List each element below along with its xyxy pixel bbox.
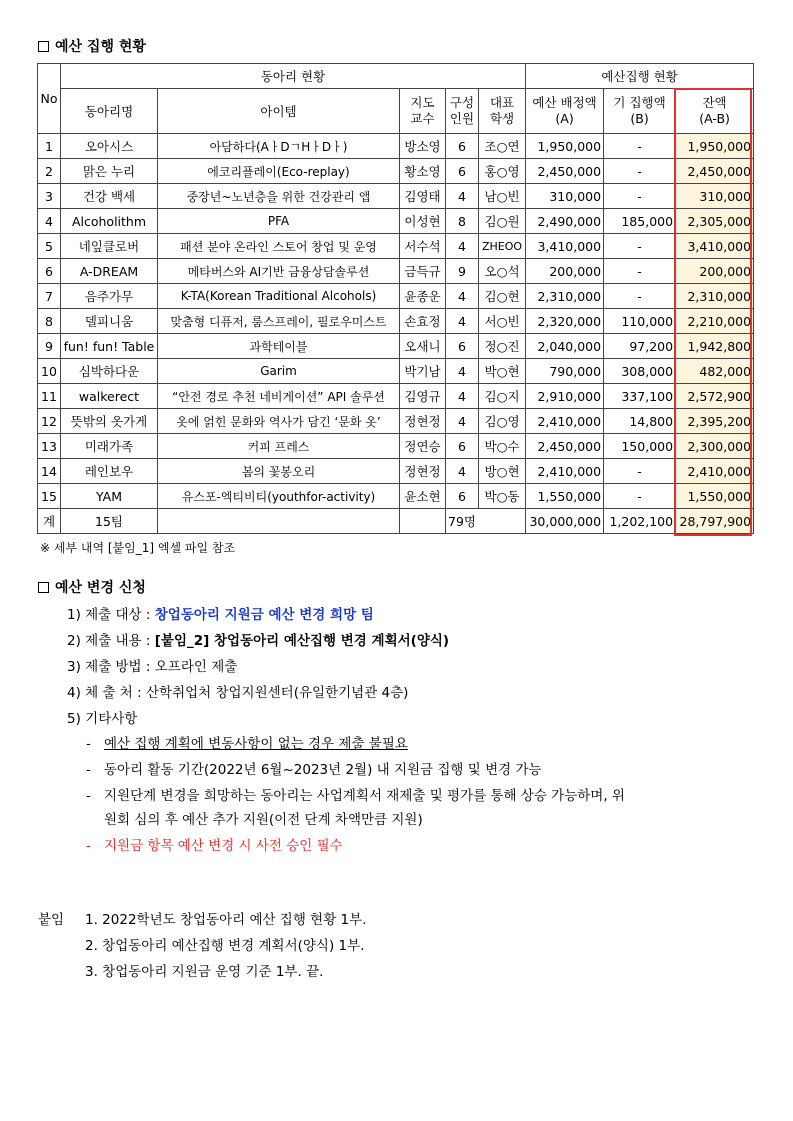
row-advisor: 방소영	[400, 134, 446, 159]
row-balance: 3,410,000	[676, 234, 754, 259]
total-allocated: 30,000,000	[526, 509, 604, 534]
row-members: 8	[446, 209, 479, 234]
row-item: PFA	[158, 209, 400, 234]
row-no: 2	[38, 159, 61, 184]
row-allocated: 2,410,000	[526, 409, 604, 434]
row-club-name: 레인보우	[61, 459, 158, 484]
total-empty-item	[158, 509, 400, 534]
section-title-text: 예산 변경 신청	[55, 580, 146, 596]
row-allocated: 2,490,000	[526, 209, 604, 234]
row-advisor: 박기남	[400, 359, 446, 384]
row-leader: 김○영	[479, 409, 526, 434]
row-item: 패션 분야 온라인 스토어 창업 및 운영	[158, 234, 400, 259]
row-allocated: 2,310,000	[526, 284, 604, 309]
row-allocated: 1,950,000	[526, 134, 604, 159]
row-balance: 2,572,900	[676, 384, 754, 409]
row-advisor: 김영규	[400, 384, 446, 409]
item-content: 2) 제출 내용 : [붙임_2] 창업동아리 예산집행 변경 계획서(양식)	[67, 633, 450, 649]
row-item: 맞춤형 디퓨저, 룸스프레이, 필로우미스트	[158, 309, 400, 334]
row-leader: 김○지	[479, 384, 526, 409]
row-item: 과학테이블	[158, 334, 400, 359]
row-leader: 박○현	[479, 359, 526, 384]
row-allocated: 790,000	[526, 359, 604, 384]
row-no: 14	[38, 459, 61, 484]
attachment-label: 붙임	[38, 912, 65, 928]
row-balance: 2,300,000	[676, 434, 754, 459]
row-spent: 110,000	[604, 309, 676, 334]
checkbox-square-icon	[38, 582, 49, 593]
row-leader: 정○진	[479, 334, 526, 359]
row-balance: 200,000	[676, 259, 754, 284]
row-advisor: 윤종운	[400, 284, 446, 309]
row-members: 6	[446, 484, 479, 509]
row-balance: 2,395,200	[676, 409, 754, 434]
row-advisor: 이성현	[400, 209, 446, 234]
row-club-name: 델피니움	[61, 309, 158, 334]
content-value: [붙임_2] 창업동아리 예산집행 변경 계획서(양식)	[154, 633, 450, 649]
row-no: 11	[38, 384, 61, 409]
row-spent: 337,100	[604, 384, 676, 409]
row-club-name: Alcoholithm	[61, 209, 158, 234]
row-spent: -	[604, 259, 676, 284]
attachment-1: 1. 2022학년도 창업동아리 예산 집행 현황 1부.	[85, 912, 367, 928]
header-no: No	[38, 64, 61, 134]
header-allocated: 예산 배정액 (A)	[526, 89, 604, 134]
table-row	[38, 209, 754, 234]
header-leader: 대표 학생	[479, 89, 526, 134]
total-balance: 28,797,900	[676, 509, 754, 534]
row-allocated: 3,410,000	[526, 234, 604, 259]
table-row	[38, 484, 754, 509]
row-club-name: 심박하다운	[61, 359, 158, 384]
row-item: 아담하다(AㅏDㄱHㅏDㅏ)	[158, 134, 400, 159]
header-club-name: 동아리명	[61, 89, 158, 134]
header-advisor: 지도 교수	[400, 89, 446, 134]
row-allocated: 1,550,000	[526, 484, 604, 509]
row-spent: 150,000	[604, 434, 676, 459]
row-no: 5	[38, 234, 61, 259]
row-item: 중장년~노년층을 위한 건강관리 앱	[158, 184, 400, 209]
row-club-name: 네잎클로버	[61, 234, 158, 259]
row-club-name: A-DREAM	[61, 259, 158, 284]
row-allocated: 2,410,000	[526, 459, 604, 484]
row-leader: 방○현	[479, 459, 526, 484]
header-item: 아이템	[158, 89, 400, 134]
row-balance: 310,000	[676, 184, 754, 209]
row-no: 15	[38, 484, 61, 509]
row-advisor: 정연승	[400, 434, 446, 459]
checkbox-square-icon	[38, 41, 49, 52]
row-item: 커피 프레스	[158, 434, 400, 459]
row-balance: 2,305,000	[676, 209, 754, 234]
bullet-no-change: - 예산 집행 계획에 변동사항이 없는 경우 제출 불필요	[86, 736, 408, 752]
row-no: 13	[38, 434, 61, 459]
table-row	[38, 384, 754, 409]
table-row	[38, 459, 754, 484]
header-members: 구성 인원	[446, 89, 479, 134]
row-leader: 홍○영	[479, 159, 526, 184]
row-no: 8	[38, 309, 61, 334]
row-leader: 조○연	[479, 134, 526, 159]
row-club-name: fun! fun! Table	[61, 334, 158, 359]
row-leader: 서○빈	[479, 309, 526, 334]
row-leader: 김○원	[479, 209, 526, 234]
table-row	[38, 309, 754, 334]
header-balance: 잔액 (A-B)	[676, 89, 754, 134]
total-spent: 1,202,100	[604, 509, 676, 534]
row-allocated: 310,000	[526, 184, 604, 209]
attachment-2: 2. 창업동아리 예산집행 변경 계획서(양식) 1부.	[85, 938, 365, 954]
total-teams: 15팀	[61, 509, 158, 534]
row-spent: -	[604, 484, 676, 509]
row-balance: 1,550,000	[676, 484, 754, 509]
row-allocated: 200,000	[526, 259, 604, 284]
row-members: 4	[446, 309, 479, 334]
row-balance: 1,950,000	[676, 134, 754, 159]
row-leader: 김○현	[479, 284, 526, 309]
row-club-name: 음주가무	[61, 284, 158, 309]
row-item: “안전 경로 추천 네비게이션” API 솔루션	[158, 384, 400, 409]
row-item: K-TA(Korean Traditional Alcohols)	[158, 284, 400, 309]
table-row	[38, 359, 754, 384]
bullet-approval-required: - 지원금 항목 예산 변경 시 사전 승인 필수	[86, 838, 343, 854]
table-group-header-row	[38, 64, 754, 89]
row-balance: 2,410,000	[676, 459, 754, 484]
table-row	[38, 259, 754, 284]
row-allocated: 2,450,000	[526, 434, 604, 459]
bullet-period: - 동아리 활동 기간(2022년 6월~2023년 2월) 내 지원금 집행 및 변경 가능	[86, 762, 542, 778]
row-members: 4	[446, 234, 479, 259]
budget-table	[37, 63, 754, 534]
row-no: 6	[38, 259, 61, 284]
row-spent: -	[604, 184, 676, 209]
total-empty-advisor	[400, 509, 446, 534]
row-members: 6	[446, 159, 479, 184]
row-no: 10	[38, 359, 61, 384]
header-spent: 기 집행액 (B)	[604, 89, 676, 134]
row-spent: -	[604, 159, 676, 184]
row-advisor: 오새니	[400, 334, 446, 359]
row-club-name: 미래가족	[61, 434, 158, 459]
row-members: 9	[446, 259, 479, 284]
row-spent: 308,000	[604, 359, 676, 384]
row-members: 6	[446, 134, 479, 159]
row-members: 4	[446, 384, 479, 409]
table-row	[38, 184, 754, 209]
row-spent: 14,800	[604, 409, 676, 434]
row-club-name: 건강 백세	[61, 184, 158, 209]
row-spent: -	[604, 234, 676, 259]
table-row	[38, 409, 754, 434]
row-club-name: 뜻밖의 옷가게	[61, 409, 158, 434]
header-club-status: 동아리 현황	[61, 64, 526, 89]
total-members: 79명	[446, 509, 526, 534]
row-advisor: 금득규	[400, 259, 446, 284]
row-item: Garim	[158, 359, 400, 384]
row-item: 봄의 꽃봉오리	[158, 459, 400, 484]
attachment-3: 3. 창업동아리 지원금 운영 기준 1부. 끝.	[85, 964, 324, 980]
row-allocated: 2,320,000	[526, 309, 604, 334]
item-place: 4) 체 출 처 : 산학취업처 창업지원센터(유일한기념관 4층)	[67, 685, 409, 701]
row-members: 4	[446, 184, 479, 209]
table-row	[38, 234, 754, 259]
row-leader: 박○동	[479, 484, 526, 509]
row-members: 4	[446, 284, 479, 309]
row-balance: 2,210,000	[676, 309, 754, 334]
row-no: 12	[38, 409, 61, 434]
row-leader: 오○석	[479, 259, 526, 284]
row-members: 4	[446, 459, 479, 484]
row-balance: 1,942,800	[676, 334, 754, 359]
table-row	[38, 434, 754, 459]
target-value: 창업동아리 지원금 예산 변경 희망 팀	[154, 607, 374, 623]
detail-note: ※ 세부 내역 [붙임_1] 엑셀 파일 참조	[40, 541, 236, 555]
row-leader: 남○빈	[479, 184, 526, 209]
item-method: 3) 제출 방법 : 오프라인 제출	[67, 659, 238, 675]
row-item: 옷에 얽힌 문화와 역사가 담긴 ‘문화 옷’	[158, 409, 400, 434]
bullet-stage-change: - 지원단계 변경을 희망하는 동아리는 사업계획서 재제출 및 평가를 통해 상승 가능하며, 위	[86, 788, 625, 804]
row-advisor: 김영태	[400, 184, 446, 209]
total-label: 계	[38, 509, 61, 534]
row-club-name: walkerect	[61, 384, 158, 409]
row-members: 4	[446, 409, 479, 434]
row-leader: 박○수	[479, 434, 526, 459]
row-advisor: 윤소현	[400, 484, 446, 509]
table-row	[38, 159, 754, 184]
item-etc: 5) 기타사항	[67, 711, 138, 727]
row-spent: -	[604, 134, 676, 159]
row-item: 메타버스와 AI기반 금융상담솔루션	[158, 259, 400, 284]
row-spent: -	[604, 284, 676, 309]
row-balance: 2,310,000	[676, 284, 754, 309]
row-no: 1	[38, 134, 61, 159]
row-spent: 185,000	[604, 209, 676, 234]
section-title-budget-change	[38, 577, 146, 597]
row-no: 7	[38, 284, 61, 309]
row-allocated: 2,450,000	[526, 159, 604, 184]
row-spent: -	[604, 459, 676, 484]
section-title-budget-status	[38, 36, 146, 56]
item-target: 1) 제출 대상 : 창업동아리 지원금 예산 변경 희망 팀	[67, 607, 374, 623]
row-item: 에코리플레이(Eco-replay)	[158, 159, 400, 184]
row-allocated: 2,910,000	[526, 384, 604, 409]
row-allocated: 2,040,000	[526, 334, 604, 359]
row-advisor: 정현정	[400, 409, 446, 434]
row-balance: 2,450,000	[676, 159, 754, 184]
row-club-name: YAM	[61, 484, 158, 509]
row-no: 4	[38, 209, 61, 234]
row-advisor: 황소영	[400, 159, 446, 184]
row-no: 9	[38, 334, 61, 359]
row-members: 4	[446, 359, 479, 384]
table-row	[38, 284, 754, 309]
row-spent: 97,200	[604, 334, 676, 359]
row-advisor: 정현정	[400, 459, 446, 484]
row-members: 6	[446, 434, 479, 459]
header-budget-status: 예산집행 현황	[526, 64, 754, 89]
row-balance: 482,000	[676, 359, 754, 384]
row-club-name: 맑은 누리	[61, 159, 158, 184]
table-row	[38, 134, 754, 159]
row-members: 6	[446, 334, 479, 359]
row-club-name: 오아시스	[61, 134, 158, 159]
row-advisor: 손효정	[400, 309, 446, 334]
bullet-stage-change-cont: 원회 심의 후 예산 추가 지원(이전 단계 차액만큼 지원)	[104, 812, 423, 828]
row-no: 3	[38, 184, 61, 209]
row-leader: ZHEOO	[479, 234, 526, 259]
row-item: 유스포-엑티비티(youthfor-activity)	[158, 484, 400, 509]
table-total-row	[38, 509, 754, 534]
section-title-text: 예산 집행 현황	[55, 39, 146, 55]
row-advisor: 서수석	[400, 234, 446, 259]
table-row	[38, 334, 754, 359]
table-column-header-row	[38, 89, 754, 134]
